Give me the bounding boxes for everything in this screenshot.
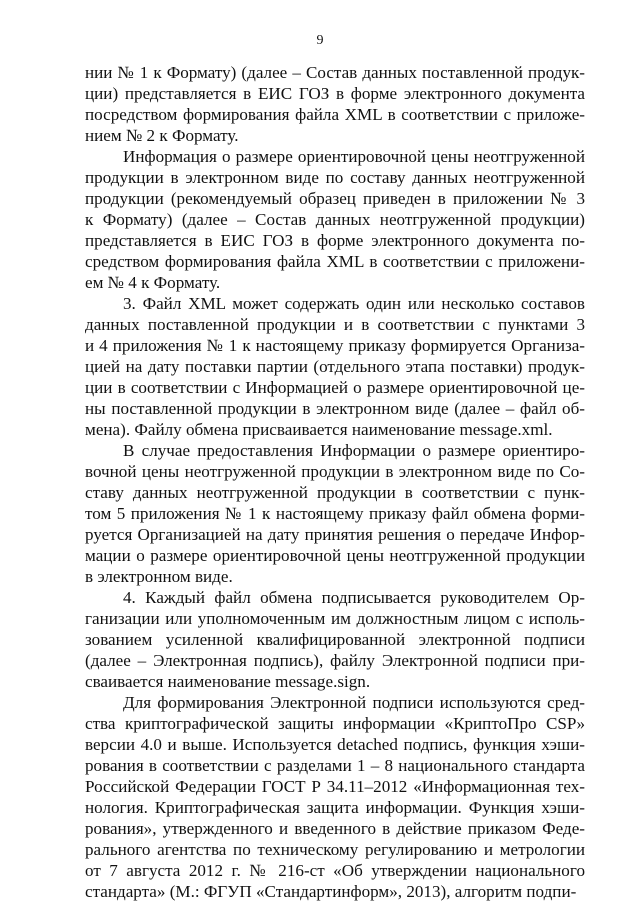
paragraph (85, 587, 585, 692)
text-line: вочной цены неотгруженной продукции в электронном виде по Со- (85, 462, 585, 481)
text-line: нии № 1 к Формату) (далее – Состав данных поставленной продук- (85, 63, 585, 82)
text-line: Российской Федерации ГОСТ Р 34.11–2012 «Информационная тех- (85, 777, 585, 796)
text-line: цией на дату поставки партии (отдельного этапа поставки) продук- (85, 357, 585, 376)
document-body (85, 62, 585, 902)
text-line: Информация о размере ориентировочной цены неотгруженной (123, 147, 585, 166)
text-line: рования в соответствии с разделами 1 – 8 национального стандарта (85, 756, 585, 775)
text-line: (далее – Электронная подпись), файлу Электронной подписи при- (85, 651, 585, 670)
text-line: ставу данных неотгруженной продукции в соответствии с пунк- (85, 483, 585, 502)
text-line: продукции (рекомендуемый образец приведен в приложении № 3 (85, 189, 585, 208)
text-line: ганизации или уполномоченным им должностным лицом с исполь- (85, 609, 585, 628)
text-line: рального агентства по техническому регулированию и метрологии (85, 840, 585, 859)
text-line: мации о размере ориентировочной цены неотгруженной продукции (85, 546, 585, 565)
paragraph (85, 692, 585, 902)
text-line: нология. Криптографическая защита информации. Функция хэши- (85, 798, 585, 817)
text-line: представляется в ЕИС ГОЗ в форме электронного документа по- (85, 231, 585, 250)
text-line: зованием усиленной квалифицированной электронной подписи (85, 630, 585, 649)
text-line: продукции в электронном виде по составу данных неотгруженной (85, 168, 585, 187)
text-line: и 4 приложения № 1 к настоящему приказу формируется Организа- (85, 336, 585, 355)
text-line: данных поставленной продукции и в соответствии с пунктами 3 (85, 315, 585, 334)
paragraph (85, 146, 585, 293)
text-line: нием № 2 к Формату. (85, 126, 239, 145)
text-line: стандарта» (М.: ФГУП «Стандартинформ», 2013), алгоритм подпи- (85, 882, 577, 901)
text-line: 4. Каждый файл обмена подписывается руководителем Ор- (123, 588, 585, 607)
text-line: ны поставленной продукции в электронном виде (далее – файл об- (85, 399, 585, 418)
text-line: ства криптографической защиты информации «КриптоПро CSP» (85, 714, 585, 733)
text-line: ции) представляется в ЕИС ГОЗ в форме электронного документа (85, 84, 585, 103)
text-line: посредством формирования файла XML в соответствии с приложе- (85, 105, 585, 124)
text-line: средством формирования файла XML в соответствии с приложени- (85, 252, 585, 271)
page-number: 9 (316, 33, 324, 48)
text-line: ем № 4 к Формату. (85, 273, 221, 292)
text-line: руется Организацией на дату принятия решения о передаче Инфор- (85, 525, 585, 544)
text-line: к Формату) (далее – Состав данных неотгруженной продукции) (85, 210, 585, 229)
paragraph (85, 62, 585, 146)
text-line: версии 4.0 и выше. Используется detached подпись, функция хэши- (85, 735, 585, 754)
text-line: мена). Файлу обмена присваивается наименование message.xml. (85, 420, 553, 439)
text-line: 3. Файл XML может содержать один или несколько составов (123, 294, 585, 313)
text-line: рования», утвержденного и введенного в действие приказом Феде- (85, 819, 585, 838)
paragraph (85, 440, 585, 587)
text-line: сваивается наименование message.sign. (85, 672, 371, 691)
text-line: В случае предоставления Информации о размере ориентиро- (123, 441, 585, 460)
text-line: ции в соответствии с Информацией о размере ориентировочной це- (85, 378, 585, 397)
paragraph (85, 293, 585, 440)
text-line: том 5 приложения № 1 к настоящему приказу файл обмена форми- (85, 504, 585, 523)
text-line: от 7 августа 2012 г. № 216-ст «Об утверждении национального (85, 861, 585, 880)
text-line: в электронном виде. (85, 567, 233, 586)
text-line: Для формирования Электронной подписи используются сред- (123, 693, 585, 712)
